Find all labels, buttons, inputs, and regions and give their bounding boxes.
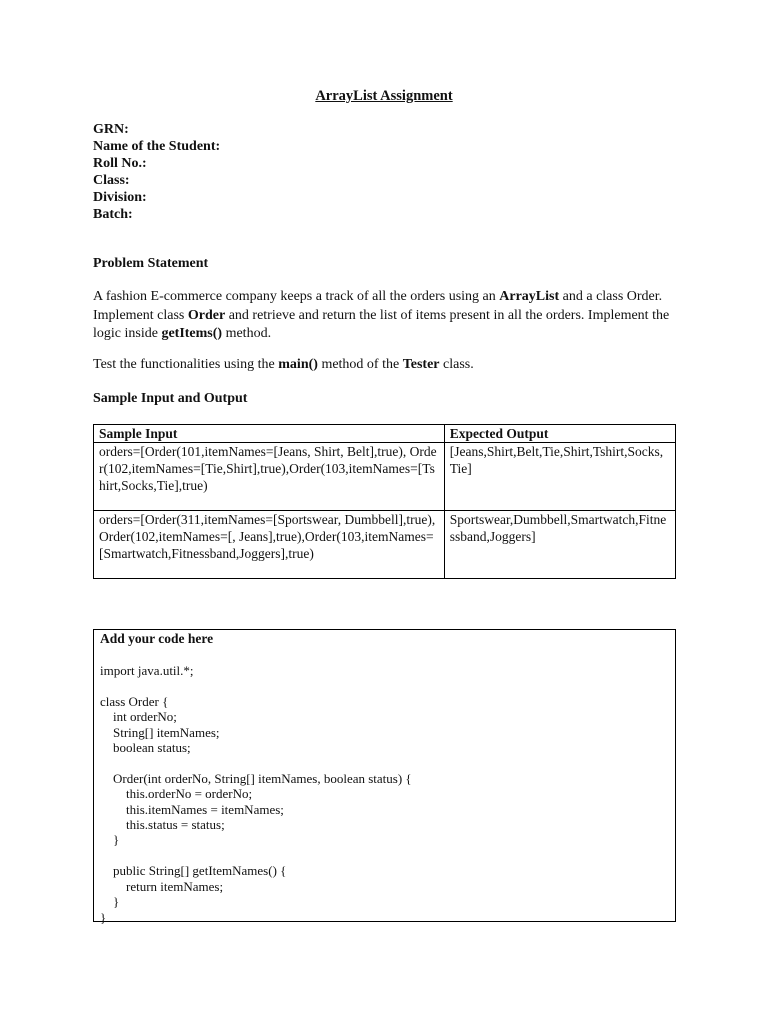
keyword-arraylist: ArrayList	[499, 289, 560, 304]
expected-output-cell	[444, 511, 675, 579]
field-grn: GRN:	[93, 122, 129, 137]
code-answer-box	[93, 629, 676, 925]
field-student-name: Name of the Student:	[93, 139, 221, 154]
column-header-expected-output: Expected Output	[444, 425, 675, 443]
table-header-row	[94, 425, 676, 443]
code-listing: import java.util.*; class Order { int orderNo; String[] itemNames; boolean status; Order(int orderNo, String[] itemNames, boolean status) { this.orderNo = orderNo; this.itemNames = itemNames; this.status = status; } public String[] getItemNames() { return itemNames; } }	[100, 663, 412, 925]
test-text: class.	[439, 357, 474, 372]
test-text: method of the	[317, 357, 403, 372]
test-instructions-paragraph	[93, 356, 683, 375]
sample-io-table	[93, 424, 676, 579]
table-row	[94, 511, 676, 579]
field-division: Division:	[93, 190, 147, 205]
column-header-sample-input: Sample Input	[94, 425, 445, 443]
field-batch: Batch:	[93, 207, 133, 222]
keyword-getitems: getItems()	[161, 326, 223, 341]
table-row	[94, 443, 676, 511]
expected-output-cell	[444, 443, 675, 511]
keyword-order: Order	[187, 307, 226, 323]
problem-text: A fashion E-commerce company keeps a track of all the orders using an	[93, 289, 500, 304]
field-class: Class:	[93, 173, 130, 188]
expected-output-text: [Jeans,Shirt,Belt,Tie,Shirt,Tshirt,Socks,Tie]	[449, 444, 664, 476]
keyword-main: main()	[278, 357, 318, 372]
sample-input-text: orders=[Order(101,itemNames=[Jeans, Shirt, Belt],true), Order(102,itemNames=[Tie,Shirt],true),Order(103,itemNames=[Tshirt,Socks,Tie],true)	[99, 444, 437, 493]
sample-io-heading: Sample Input and Output	[93, 391, 248, 406]
problem-text: method.	[222, 326, 272, 341]
field-roll-no: Roll No.:	[93, 156, 147, 171]
problem-statement-paragraph	[93, 288, 683, 344]
document-title: ArrayList Assignment	[315, 88, 453, 104]
sample-input-cell	[94, 511, 445, 579]
keyword-tester: Tester	[402, 357, 440, 372]
test-text: Test the functionalities using the	[93, 357, 279, 372]
expected-output-text: Sportswear,Dumbbell,Smartwatch,Fitnessband,Joggers]	[449, 512, 667, 544]
problem-statement-heading: Problem Statement	[93, 256, 209, 271]
code-box-heading: Add your code here	[100, 631, 214, 646]
sample-input-text: orders=[Order(311,itemNames=[Sportswear, Dumbbell],true), Order(102,itemNames=[, Jeans],true),Order(103,itemNames=[Smartwatch,Fitnessband,Joggers],true)	[99, 512, 439, 561]
problem-text: and a class Order. Implement class	[93, 289, 663, 323]
sample-input-cell	[94, 443, 445, 511]
student-fields	[93, 121, 220, 223]
problem-text: and retrieve and return the list of items present in all the orders. Implement the logic inside	[93, 307, 670, 341]
